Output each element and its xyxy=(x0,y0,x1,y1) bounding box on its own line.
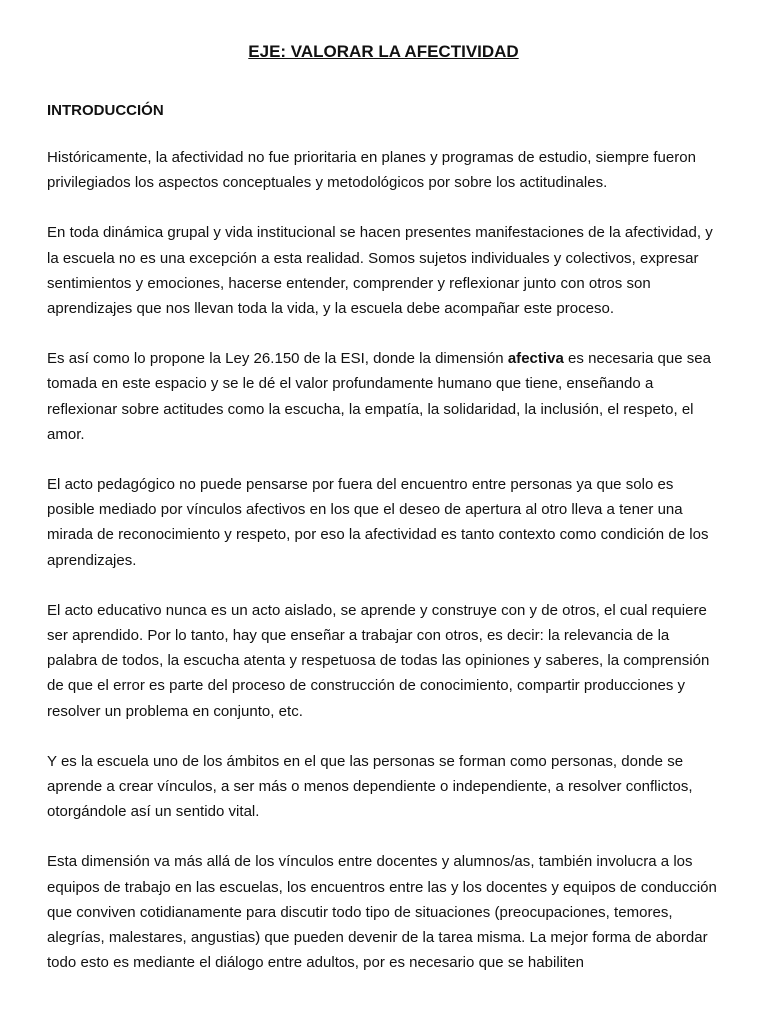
paragraph-5: El acto educativo nunca es un acto aislado, se aprende y construye con y de otros, el cual requiere ser aprendido. Por lo tanto, hay que enseñar a trabajar con otros, es decir: la relevancia de la palabra de todos, la escucha atenta y respetuosa de todas las opiniones y saberes, la comprensión de que el error es parte del proceso de construcción de conocimiento, compartir producciones y resolver un problema en conjunto, etc. xyxy=(47,601,710,720)
paragraph-3-before: Es así como lo propone la Ley 26.150 de la ESI, donde la dimensión xyxy=(47,350,508,368)
paragraph-7: Esta dimensión va más allá de los vínculos entre docentes y alumnos/as, también involucra a los equipos de trabajo en las escuelas, los encuentros entre las y los docentes y equipos de conducción que conviven cotidianamente para discutir todo tipo de situaciones (preocupaciones, temores, alegrías, malestares, angustias) que pueden devenir de la tarea misma. La mejor forma de abordar todo esto es mediante el diálogo entre adultos, por es necesario que se habiliten xyxy=(47,853,717,972)
paragraph-3-after: es necesaria que sea tomada en este espacio y se le dé el valor profundamente humano que tiene, enseñando a reflexionar sobre actitudes como la escucha, la empatía, la solidaridad, la inclusión, el respeto, el amor. xyxy=(47,350,712,443)
paragraph-6: Y es la escuela uno de los ámbitos en el que las personas se forman como personas, donde se aprende a crear vínculos, a ser más o menos dependiente o independiente, a resolver conflictos, otorgándole así un sentido vital. xyxy=(47,752,693,821)
paragraph-3 xyxy=(47,346,720,447)
paragraph-2: En toda dinámica grupal y vida institucional se hacen presentes manifestaciones de la afectividad, y la escuela no es una excepción a esta realidad. Somos sujetos individuales y colectivos, expresar sentimientos y emociones, hacerse entender, comprender y reflexionar junto con otros son aprendizajes que nos llevan toda la vida, y la escuela debe acompañar este proceso. xyxy=(47,224,713,318)
paragraph-3-bold: afectiva xyxy=(507,350,564,368)
document-title: EJE: VALORAR LA AFECTIVIDAD xyxy=(248,42,519,61)
section-heading: INTRODUCCIÓN xyxy=(47,102,164,119)
paragraph-4: El acto pedagógico no puede pensarse por fuera del encuentro entre personas ya que solo es posible mediado por vínculos afectivos en los que el deseo de apertura al otro lleva a tener una mirada de reconocimiento y respeto, por eso la afectividad es tanto contexto como condición de los aprendizajes. xyxy=(47,476,709,569)
paragraph-1: Históricamente, la afectividad no fue prioritaria en planes y programas de estudio, siempre fueron privilegiados los aspectos conceptuales y metodológicos por sobre los actitudinales. xyxy=(47,149,696,192)
